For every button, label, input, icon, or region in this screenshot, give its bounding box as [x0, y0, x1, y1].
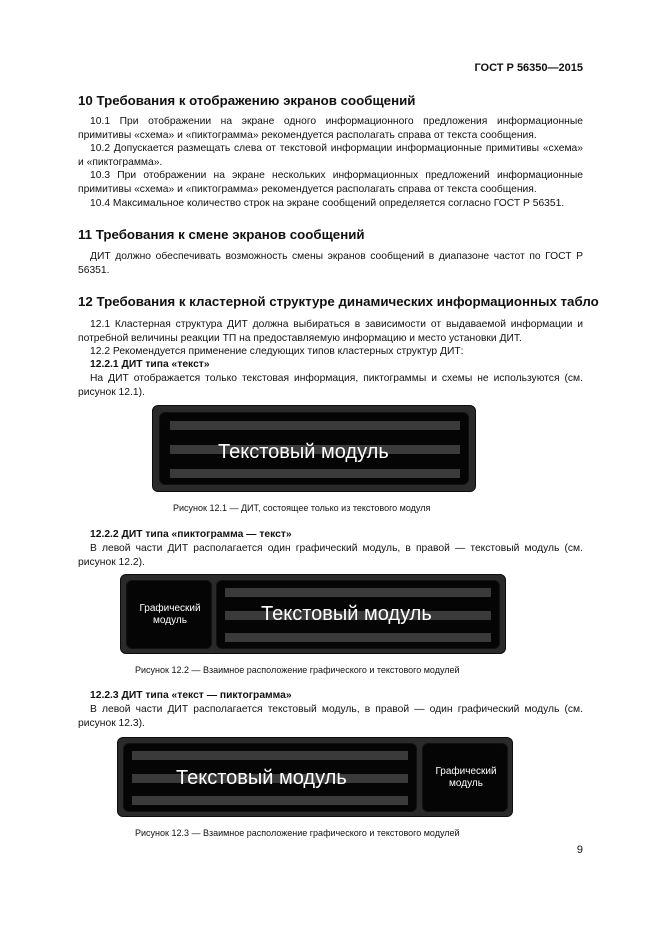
subsection-12-2-1-text: На ДИТ отображается только текстовая информация, пиктограммы и схемы не используются (см. рисунок 12.1).	[78, 373, 583, 398]
figure-12-1-board	[152, 405, 476, 492]
text-module-label: Текстовый модуль	[261, 603, 432, 625]
graphic-module-label-line2: модуль	[153, 614, 187, 626]
section-11-body	[78, 250, 583, 277]
section-10-body	[78, 115, 583, 210]
subsection-12-2-3-body	[78, 703, 583, 730]
figure-12-3-caption: Рисунок 12.3 — Взаимное расположение графического и текстового модулей	[135, 828, 460, 838]
figure-12-2-board	[120, 574, 506, 654]
text-module	[216, 580, 500, 649]
led-strip	[132, 796, 408, 805]
paragraph-10-4: 10.4 Максимальное количество строк на экране сообщений определяется согласно ГОСТ Р 56351.	[90, 197, 565, 209]
graphic-module	[126, 580, 212, 649]
paragraph-12-1: 12.1 Кластерная структура ДИТ должна выбираться в зависимости от выдаваемой информации и потребной величины реакции ТП на предоставляемую информацию и место установки ДИТ.	[78, 319, 583, 344]
paragraph-11: ДИТ должно обеспечивать возможность смены экранов сообщений в диапазоне частот по ГОСТ Р 56351.	[78, 251, 583, 276]
text-module-label: Текстовый модуль	[176, 767, 347, 789]
text-module	[123, 743, 417, 812]
text-module-label: Текстовый модуль	[218, 441, 389, 463]
graphic-module	[422, 743, 508, 812]
section-10-title: 10 Требования к отображению экранов сообщений	[78, 93, 416, 108]
led-strip	[225, 588, 491, 597]
page-number: 9	[576, 844, 583, 856]
paragraph-10-3: 10.3 При отображении на экране нескольких информационных предложений информационные примитивы «схема» и «пиктограмма» рекомендуется располагать справа от текста сообщения.	[78, 170, 583, 195]
text-module	[159, 412, 469, 485]
figure-12-2-caption: Рисунок 12.2 — Взаимное расположение графического и текстового модулей	[135, 665, 460, 675]
figure-12-1-caption: Рисунок 12.1 — ДИТ, состоящее только из текстового модуля	[173, 503, 431, 513]
led-strip	[132, 751, 408, 760]
graphic-module-label-line2: модуль	[449, 777, 483, 789]
graphic-module-label-line1: Графический	[139, 603, 201, 614]
graphic-module-label-line1: Графический	[435, 766, 497, 777]
figure-12-3-board	[117, 737, 513, 817]
led-strip	[225, 633, 491, 642]
graphic-module-label	[127, 603, 213, 626]
subsection-12-2-1-body	[78, 372, 583, 399]
graphic-module-label	[423, 766, 509, 789]
subsection-12-2-2-body	[78, 542, 583, 569]
subsection-12-2-1-heading: 12.2.1 ДИТ типа «текст»	[90, 359, 210, 370]
document-code: ГОСТ Р 56350—2015	[474, 62, 583, 74]
subsection-12-2-3-text: В левой части ДИТ располагается текстовый модуль, в правой — один графический модуль (см. рисунок 12.3).	[78, 704, 583, 729]
led-strip	[170, 469, 460, 478]
section-12-title: 12 Требования к кластерной структуре динамических информационных табло	[78, 294, 599, 309]
led-strip	[170, 421, 460, 430]
section-12-body	[78, 318, 583, 359]
paragraph-10-1: 10.1 При отображении на экране одного информационного предложения информационные примитивы «схема» и «пиктограмма» рекомендуется располагать справа от текста сообщения.	[78, 116, 583, 141]
subsection-12-2-3-heading: 12.2.3 ДИТ типа «текст — пиктограмма»	[90, 690, 292, 701]
subsection-12-2-2-heading: 12.2.2 ДИТ типа «пиктограмма — текст»	[90, 529, 292, 540]
subsection-12-2-2-text: В левой части ДИТ располагается один графический модуль, в правой — текстовый модуль (см. рисунок 12.2).	[78, 543, 583, 568]
paragraph-10-2: 10.2 Допускается размещать слева от текстовой информации информационные примитивы «схема» и «пиктограмма».	[78, 143, 583, 168]
paragraph-12-2: 12.2 Рекомендуется применение следующих типов кластерных структур ДИТ:	[90, 346, 464, 358]
section-11-title: 11 Требования к смене экранов сообщений	[78, 227, 365, 242]
